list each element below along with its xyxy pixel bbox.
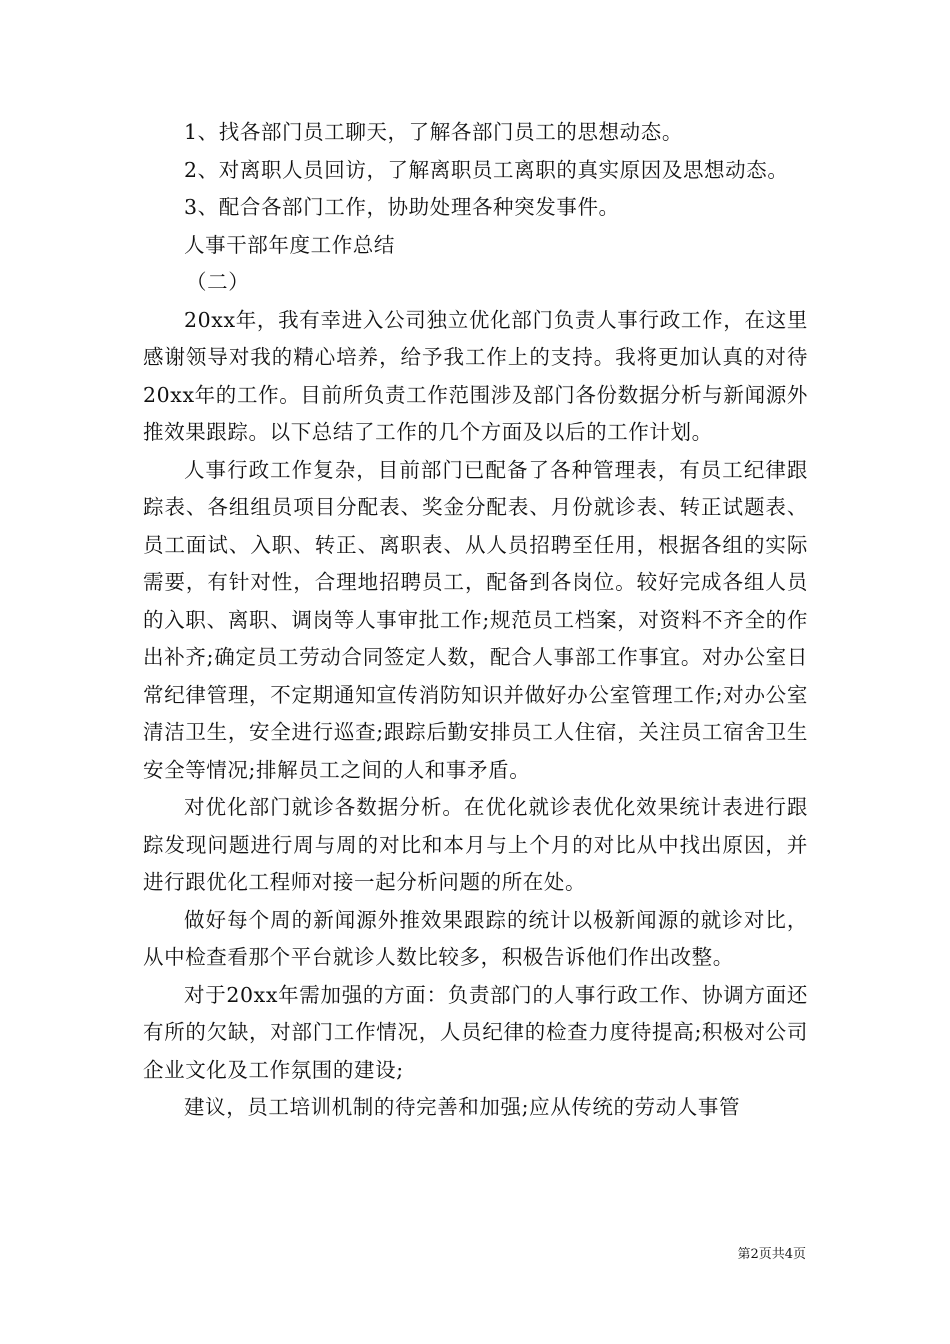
paragraph-data-analysis: 对优化部门就诊各数据分析。在优化就诊表优化效果统计表进行跟踪发现问题进行周与周的对比和本月与上个月的对比从中找出原因，并进行跟优化工程师对接一起分析问题的所在处。 <box>143 795 808 894</box>
paragraph-item-3: 3、配合各部门工作，协助处理各种突发事件。 <box>184 195 620 219</box>
paragraph-item-2: 2、对离职人员回访，了解离职员工离职的真实原因及思想动态。 <box>184 157 789 182</box>
paragraph-item-1: 1、找各部门员工聊天，了解各部门员工的思想动态。 <box>184 120 683 144</box>
paragraph-admin-work: 人事行政工作复杂，目前部门已配备了各种管理表，有员工纪律跟踪表、各组组员项目分配表、奖金分配表、月份就诊表、转正试题表、员工面试、入职、转正、离职表、从人员招聘至任用，根据各组的实际需要，有针对性，合理地招聘员工，配备到各岗位。较好完成各组人员的入职、离职、调岗等人事审批工作;规范员工档案，对资料不齐全的作出补齐;确定员工劳动合同签定人数，配合人事部工作事宜。对办公室日常纪律管理，不定期通知宣传消防知识并做好办公室管理工作;对办公室清洁卫生，安全进行巡查;跟踪后勤安排员工人住宿，关注员工宿舍卫生安全等情况;排解员工之间的人和事矛盾。 <box>143 457 808 782</box>
document-body <box>143 114 808 1127</box>
section-title: 人事干部年度工作总结 <box>184 232 395 257</box>
section-subtitle: （二） <box>186 270 250 294</box>
paragraph-intro: 20xx年，我有幸进入公司独立优化部门负责人事行政工作，在这里感谢领导对我的精心培养，给予我工作上的支持。我将更加认真的对待20xx年的工作。目前所负责工作范围涉及部门各份数据分析与新闻源外推效果跟踪。以下总结了工作的几个方面及以后的工作计划。 <box>143 307 808 444</box>
page-number: 第2页共4页 <box>737 1247 806 1262</box>
paragraph-improvements: 对于20xx年需加强的方面：负责部门的人事行政工作、协调方面还有所的欠缺，对部门工作情况，人员纪律的检查力度待提高;积极对公司企业文化及工作氛围的建设; <box>143 982 808 1082</box>
paragraph-suggestions: 建议，员工培训机制的待完善和加强;应从传统的劳动人事管 <box>184 1095 741 1119</box>
paragraph-news-tracking: 做好每个周的新闻源外推效果跟踪的统计以极新闻源的就诊对比，从中检查看那个平台就诊人数比较多，积极告诉他们作出改整。 <box>143 907 808 969</box>
